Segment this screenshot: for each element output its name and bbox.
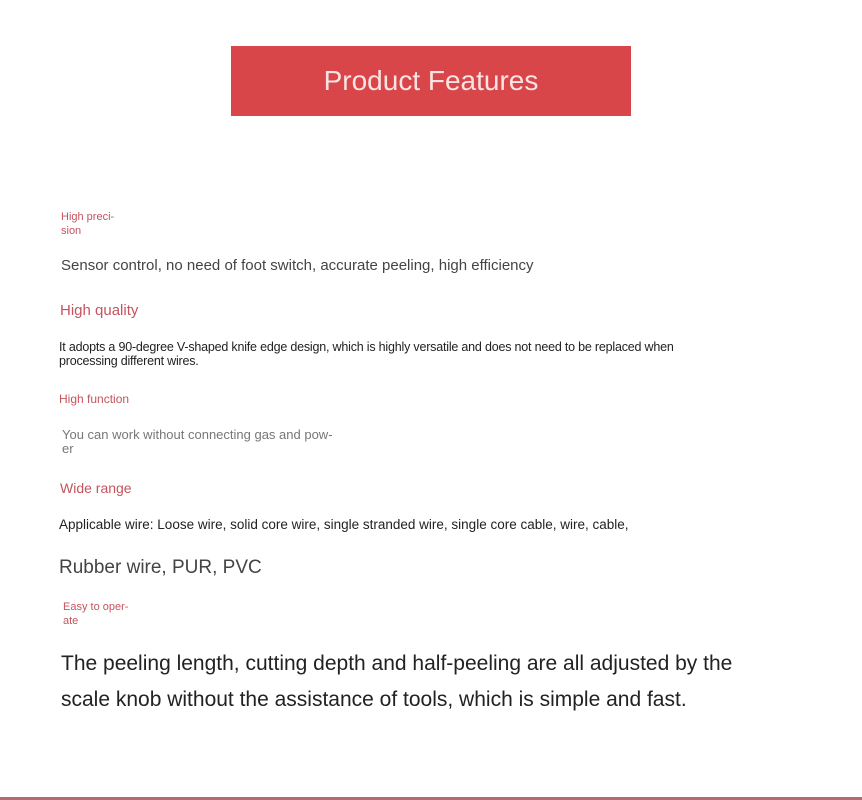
text-line: It adopts a 90-degree V-shaped knife edge design, which is highly versatile and does not need to be replaced when [59,340,674,354]
text-line: scale knob without the assistance of tools, which is simple and fast. [61,688,687,711]
section-text-high-function [62,428,333,456]
text-line: You can work without connecting gas and pow- [62,427,333,442]
section-text-high-precision: Sensor control, no need of foot switch, accurate peeling, high efficiency [61,257,534,274]
heading-line: sion [61,225,82,237]
section-text-high-quality [59,340,674,368]
text-line: processing different wires. [59,354,199,368]
heading-line: ate [63,615,79,627]
section-heading-high-precision [61,210,114,238]
heading-line: High preci- [61,211,115,223]
section-text-easy-to-operate [61,646,732,718]
heading-line: Easy to oper- [63,601,129,613]
section-text-wide-range-2: Rubber wire, PUR, PVC [59,557,262,578]
text-line: The peeling length, cutting depth and half-peeling are all adjusted by the [61,652,733,675]
text-line: er [62,441,74,456]
section-heading-high-quality: High quality [60,302,139,319]
section-heading-wide-range: Wide range [60,480,132,496]
section-heading-easy-to-operate [63,600,128,628]
section-heading-high-function: High function [59,392,130,406]
title-banner [231,46,631,116]
section-text-wide-range: Applicable wire: Loose wire, solid core wire, single stranded wire, single core cable, wire, cable, [59,517,629,532]
page-title: Product Features [323,65,539,96]
